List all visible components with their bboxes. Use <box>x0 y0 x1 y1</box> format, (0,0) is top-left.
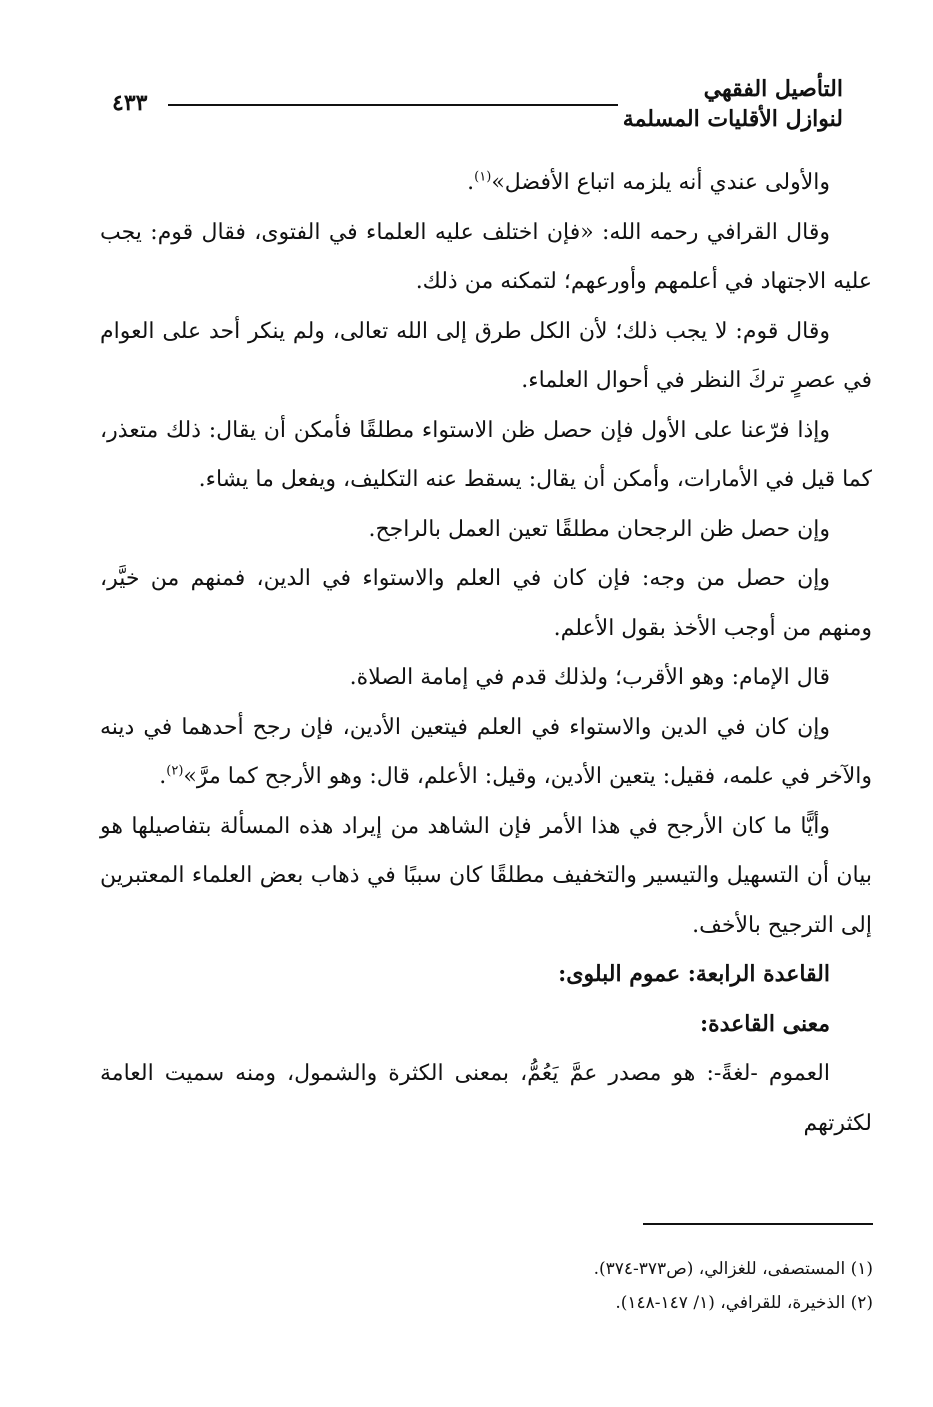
paragraph-1: والأولى عندي أنه يلزمه اتباع الأفضل»$^{(١)}$. <box>467 169 830 195</box>
paragraph-10: العموم -لغةً-: هو مصدر عمَّ يَعُمُّ، بمعنى الكثرة والشمول، ومنه سميت العامة لكثرتهم <box>100 1061 872 1136</box>
paragraph-7: قال الإمام: وهو الأقرب؛ ولذلك قدم في إمامة الصلاة. <box>349 665 830 690</box>
running-header-line1: التأصيل الفقهي <box>703 76 843 102</box>
paragraph-9: وأيًّا ما كان الأرجح في هذا الأمر فإن الشاهد من إيراد هذه المسألة بتفاصيلها هو بيان أن التسهيل والتيسير والتخفيف مطلقًا كان سببًا في ذهاب بعض العلماء المعتبرين إلى الترجيح بالأخف. <box>100 813 872 938</box>
paragraph-4: وإذا فرّعنا على الأول فإن حصل ظن الاستواء مطلقًا فأمكن أن يقال: ذلك متعذر، كما قيل في الأمارات، وأمكن أن يقال: يسقط عنه التكليف، ويفعل ما يشاء. <box>100 417 872 492</box>
footnote-ref-2: (٢) <box>166 763 184 779</box>
paragraph-3: وقال قوم: لا يجب ذلك؛ لأن الكل طرق إلى الله تعالى، ولم ينكر أحد على العوام في عصرٍ تركَ النظر في أحوال العلماء. <box>100 318 872 393</box>
subsection-heading: معنى القاعدة: <box>699 1010 830 1037</box>
footnote-ref-1: (١) <box>474 169 492 185</box>
footnote-2: (٢) الذخيرة، للقرافي، (١/ ١٤٧-١٤٨). <box>615 1293 873 1313</box>
footnote-separator <box>643 1223 873 1225</box>
section-heading: القاعدة الرابعة: عموم البلوى: <box>558 961 830 987</box>
paragraph-6: وإن حصل من وجه: فإن كان في العلم والاستواء في الدين، فمنهم من خيَّر، ومنهم من أوجب الأخذ بقول الأعلم. <box>100 566 872 641</box>
running-header-line2: لنوازل الأقليات المسلمة <box>622 106 843 132</box>
header-rule <box>168 104 618 106</box>
main-text <box>100 158 872 1148</box>
footnotes <box>353 1252 873 1320</box>
footnote-1: (١) المستصفى، للغزالي، (ص٣٧٣-٣٧٤). <box>593 1259 873 1279</box>
paragraph-8: وإن كان في الدين والاستواء في العلم فيتعين الأدين، فإن رجح أحدهما في دينه والآخر في علمه، فقيل: يتعين الأدين، وقيل: الأعلم، قال: وهو الأرجح كما مرَّ»$^{(٢)}$. <box>100 714 872 789</box>
running-header-title <box>583 74 843 134</box>
page-number: ٤٣٣ <box>112 90 148 116</box>
paragraph-2: وقال القرافي رحمه الله: «فإن اختلف عليه العلماء في الفتوى، فقال قوم: يجب عليه الاجتهاد في أعلمهم وأورعهم؛ لتمكنه من ذلك. <box>100 219 872 294</box>
paragraph-5: وإن حصل ظن الرجحان مطلقًا تعين العمل بالراجح. <box>368 516 830 542</box>
